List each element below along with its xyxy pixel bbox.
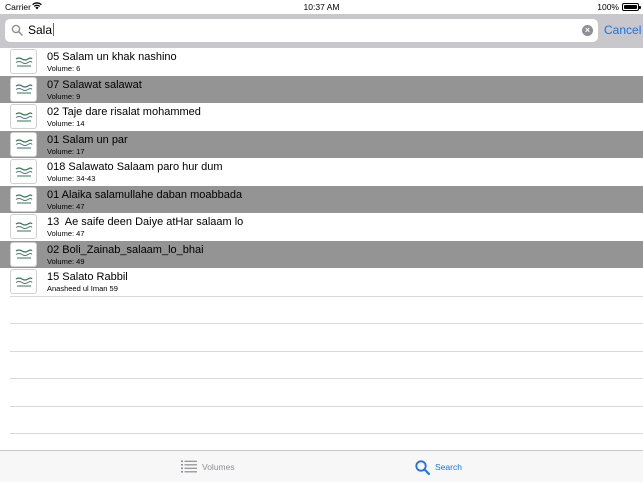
album-logo-icon [10, 159, 37, 184]
album-logo-icon [10, 242, 37, 267]
list-item-subtitle: Volume: 14 [47, 119, 85, 128]
search-query-text: Sala [28, 23, 53, 37]
results-list [0, 48, 643, 450]
status-bar [0, 0, 643, 14]
row-separator [10, 323, 643, 324]
row-separator [10, 296, 643, 297]
tab-volumes[interactable] [181, 457, 235, 477]
row-separator [10, 406, 643, 407]
row-separator [10, 351, 643, 352]
list-item-title: 01 Alaika salamullahe daban moabbada [47, 188, 243, 201]
list-item-subtitle: Volume: 6 [47, 64, 81, 73]
list-item-subtitle: Volume: 34-43 [47, 174, 96, 183]
list-item-subtitle: Volume: 47 [47, 201, 85, 211]
list-item-title: 15 Salato Rabbil [47, 271, 128, 283]
battery-icon [622, 3, 639, 11]
search-input[interactable] [5, 19, 598, 42]
search-bar [0, 14, 643, 48]
tab-volumes-label: Volumes [202, 462, 235, 472]
list-item-subtitle: Anasheed ul Iman 59 [47, 284, 118, 293]
list-item[interactable] [0, 186, 643, 214]
magnifier-icon [415, 460, 430, 475]
battery-percentage: 100% [597, 2, 619, 12]
list-item-subtitle: Volume: 17 [47, 146, 85, 156]
list-item[interactable] [0, 241, 643, 269]
tab-search[interactable] [415, 457, 462, 477]
list-item[interactable] [0, 48, 643, 76]
list-icon [181, 460, 197, 474]
row-separator [10, 378, 643, 379]
list-item-title: 02 Boli_Zainab_salaam_lo_bhai [47, 243, 204, 256]
album-logo-icon [10, 187, 37, 212]
album-logo-icon [10, 77, 37, 102]
list-item-subtitle: Volume: 47 [47, 229, 85, 238]
tab-bar [0, 450, 643, 482]
list-item[interactable] [0, 103, 643, 131]
album-logo-icon [10, 269, 37, 294]
list-item-title: 02 Taje dare risalat mohammed [47, 106, 201, 118]
list-item[interactable] [0, 131, 643, 159]
carrier-label: Carrier [5, 2, 31, 12]
cancel-button[interactable]: Cancel [604, 23, 642, 37]
list-item-title: 05 Salam un khak nashino [47, 51, 177, 63]
clear-search-icon[interactable]: × [582, 25, 593, 36]
row-separator [10, 433, 643, 434]
list-item-title: 13 Ae saife deen Daiye atHar salaam lo [47, 216, 244, 228]
album-logo-icon [10, 214, 37, 239]
clock: 10:37 AM [303, 2, 340, 12]
list-item-subtitle: Volume: 49 [47, 256, 85, 266]
text-caret [53, 23, 54, 36]
list-item[interactable] [0, 158, 643, 186]
tab-search-label: Search [435, 462, 462, 472]
album-logo-icon [10, 104, 37, 129]
search-icon [11, 24, 23, 36]
list-item[interactable] [0, 213, 643, 241]
list-item[interactable] [0, 76, 643, 104]
list-item-title: 01 Salam un par [47, 133, 128, 146]
album-logo-icon [10, 132, 37, 157]
list-item[interactable] [0, 268, 643, 296]
list-item-title: 018 Salawato Salaam paro hur dum [47, 161, 223, 173]
list-item-title: 07 Salawat salawat [47, 78, 142, 91]
album-logo-icon [10, 49, 37, 74]
list-item-subtitle: Volume: 9 [47, 91, 81, 101]
